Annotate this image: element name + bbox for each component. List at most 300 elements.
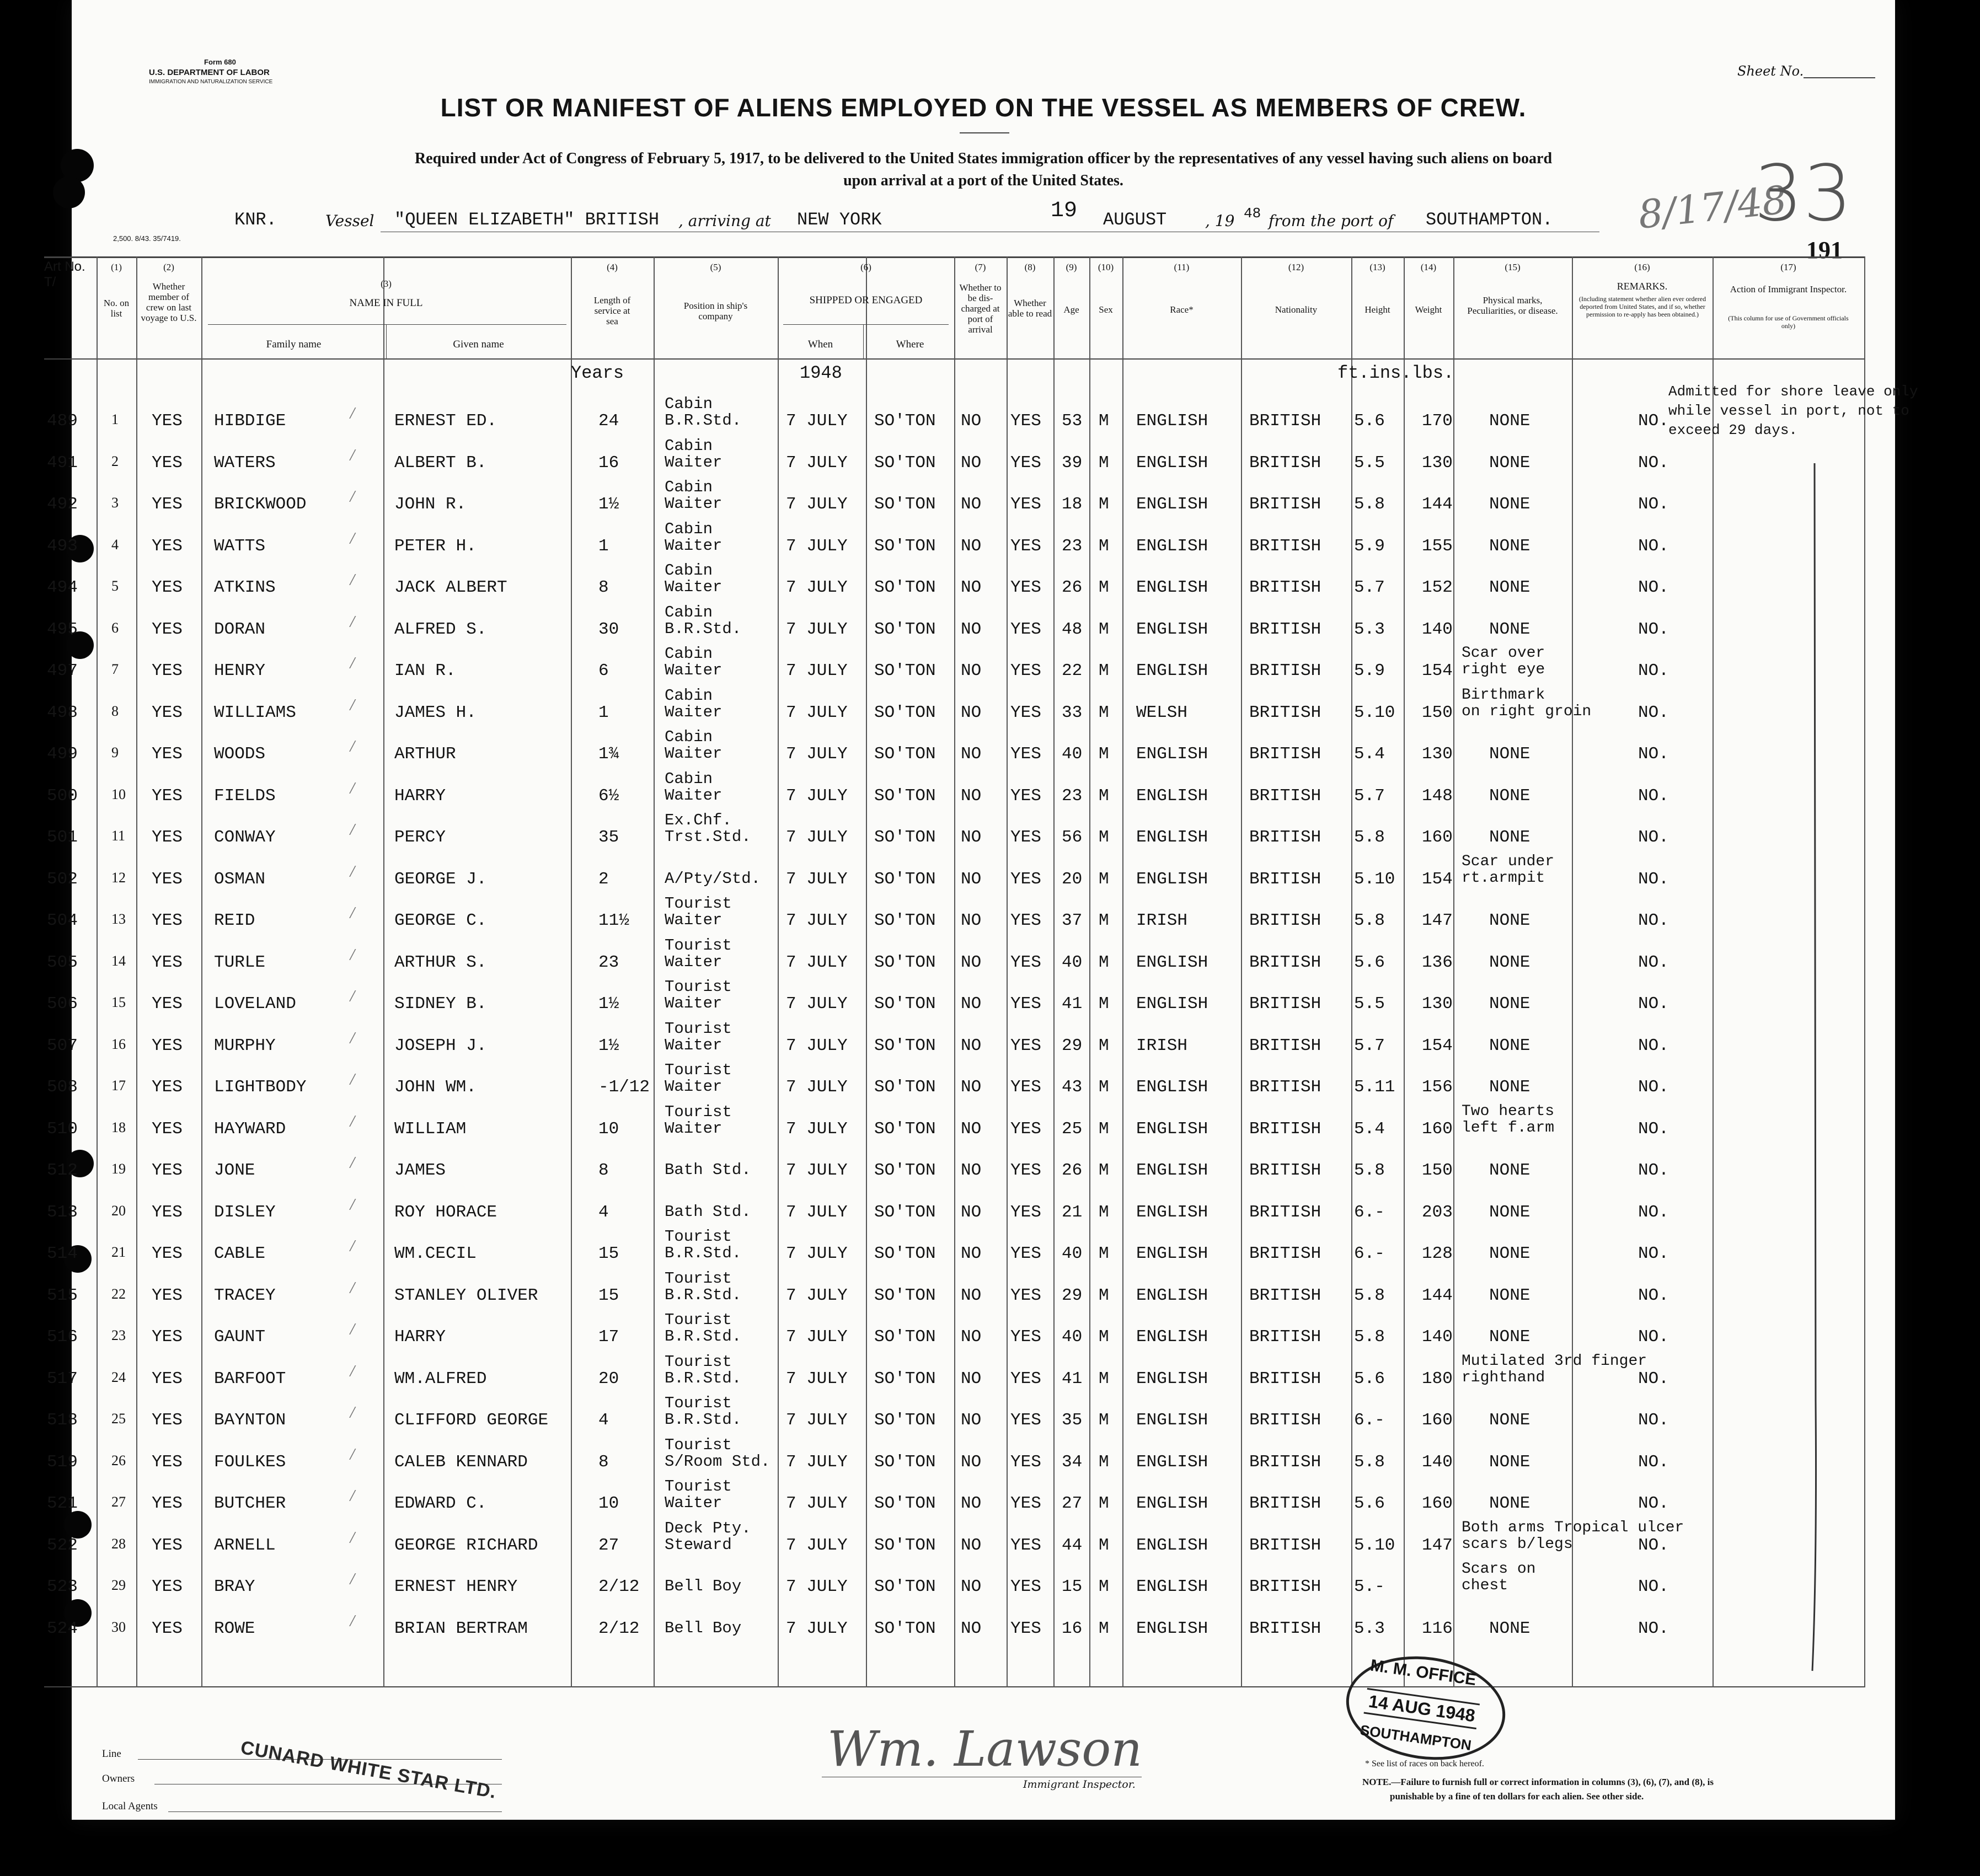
row-given: ERNEST HENRY	[394, 1577, 518, 1596]
row-nationality: BRITISH	[1249, 1369, 1321, 1389]
row-weight: 147	[1422, 911, 1453, 930]
row-read: YES	[1010, 1327, 1041, 1347]
row-position-line2: B.R.Std.	[665, 1327, 742, 1346]
from-label: from the port of	[1269, 212, 1394, 230]
row-remark: NO.	[1638, 578, 1669, 597]
row-art: 498	[47, 703, 78, 722]
row-height: 5.6	[1354, 952, 1385, 972]
row-family: LIGHTBODY	[214, 1078, 307, 1097]
header-c16: REMARKS.	[1617, 281, 1668, 292]
header-c13-num: (13)	[1369, 262, 1385, 272]
row-art: 522	[47, 1535, 78, 1555]
row-art: 524	[47, 1618, 78, 1638]
row-sex: M	[1099, 453, 1109, 473]
row-weight: 148	[1422, 786, 1453, 806]
header-c10-num: (10)	[1098, 262, 1114, 272]
subtitle-1: Required under Act of Congress of February 5, 1917, to be delivered to the United States immigration officer by the representatives of any vessel having such aliens on board	[414, 150, 1553, 167]
row-service: 1½	[598, 495, 619, 514]
row-marks-line1: Scars on	[1462, 1561, 1536, 1578]
header-c14: Weight	[1415, 304, 1442, 315]
row-weight: 150	[1422, 703, 1453, 722]
row-race: ENGLISH	[1136, 578, 1208, 597]
check-tick-icon: ⁄	[347, 904, 358, 924]
header-c2: Whether member of crew on last voyage to U.S.	[141, 281, 197, 323]
row-remark: NO.	[1638, 1285, 1669, 1305]
row-position-line2: Waiter	[665, 495, 723, 513]
row-race: ENGLISH	[1136, 661, 1208, 680]
row-read: YES	[1010, 495, 1041, 514]
row-discharged: NO	[961, 495, 982, 514]
row-weight: 128	[1422, 1244, 1453, 1263]
row-prev: YES	[152, 1369, 183, 1389]
row-position-line1: Cabin	[665, 686, 713, 705]
row-art: 521	[47, 1494, 78, 1513]
header-c17: Action of Immigrant Inspector.	[1730, 284, 1847, 294]
row-art: 492	[47, 495, 78, 514]
row-discharged: NO	[961, 619, 982, 639]
row-nationality: BRITISH	[1249, 578, 1321, 597]
row-when: 7 JULY	[786, 453, 848, 473]
row-age: 48	[1062, 619, 1083, 639]
sheet-no-line	[1804, 77, 1875, 78]
row-no: 4	[111, 536, 119, 553]
row-prev: YES	[152, 1036, 183, 1055]
row-family: FOULKES	[214, 1452, 286, 1472]
row-remark: NO.	[1638, 1078, 1669, 1097]
row-position-line1: Tourist	[665, 1394, 732, 1412]
row-prev: YES	[152, 869, 183, 889]
agents-label: Local Agents	[102, 1800, 158, 1812]
row-given: JACK ALBERT	[394, 578, 507, 597]
row-family: WOODS	[214, 744, 266, 764]
row-remark: NO.	[1638, 911, 1669, 930]
row-age: 40	[1062, 1327, 1083, 1347]
row-sex: M	[1099, 536, 1109, 556]
header-c1-num: (1)	[111, 262, 122, 272]
row-nationality: BRITISH	[1249, 536, 1321, 556]
row-family: JONE	[214, 1161, 255, 1180]
row-when: 7 JULY	[786, 1244, 848, 1263]
row-read: YES	[1010, 786, 1041, 806]
row-prev: YES	[152, 1119, 183, 1139]
row-service: 17	[598, 1327, 619, 1347]
year-suffix: 48	[1244, 205, 1261, 222]
row-art: 501	[47, 828, 78, 847]
row-position-line2: B.R.Std.	[665, 1244, 742, 1262]
row-no: 19	[111, 1161, 126, 1177]
row-where: SO'TON	[874, 661, 936, 680]
row-age: 29	[1062, 1036, 1083, 1055]
row-position-line2: Bell Boy	[665, 1577, 742, 1595]
row-where: SO'TON	[874, 911, 936, 930]
row-sex: M	[1099, 828, 1109, 847]
row-where: SO'TON	[874, 536, 936, 556]
row-read: YES	[1010, 952, 1041, 972]
unit-year: 1948	[800, 363, 842, 383]
row-height: 5.8	[1354, 1452, 1385, 1472]
row-position-line1: Cabin	[665, 769, 713, 788]
name-subrule	[208, 324, 566, 325]
row-prev: YES	[152, 828, 183, 847]
row-given: STANLEY OLIVER	[394, 1285, 538, 1305]
row-art: 494	[47, 578, 78, 597]
row-family: ATKINS	[214, 578, 276, 597]
row-height: 5.3	[1354, 619, 1385, 639]
row-discharged: NO	[961, 703, 982, 722]
row-sex: M	[1099, 1327, 1109, 1347]
row-nationality: BRITISH	[1249, 1119, 1321, 1139]
row-when: 7 JULY	[786, 536, 848, 556]
row-height: 5.11	[1354, 1078, 1395, 1097]
col-rule	[778, 256, 779, 1687]
header-c15: Physical marks, Peculiarities, or disease.	[1467, 295, 1558, 316]
from-port: SOUTHAMPTON.	[1426, 210, 1553, 230]
row-discharged: NO	[961, 952, 982, 972]
row-remark: NO.	[1638, 453, 1669, 473]
row-when: 7 JULY	[786, 1618, 848, 1638]
row-when: 7 JULY	[786, 1161, 848, 1180]
row-age: 33	[1062, 703, 1083, 722]
row-position-line1: Ex.Chf.	[665, 811, 732, 829]
unit-measures: ft.ins.lbs.	[1337, 363, 1454, 383]
row-given: ROY HORACE	[394, 1202, 497, 1222]
row-position-line1: Tourist	[665, 1061, 732, 1079]
row-race: ENGLISH	[1136, 619, 1208, 639]
row-art: 502	[47, 869, 78, 889]
row-sex: M	[1099, 1202, 1109, 1222]
row-no: 27	[111, 1494, 126, 1510]
row-when: 7 JULY	[786, 1577, 848, 1596]
row-when: 7 JULY	[786, 495, 848, 514]
col-rule	[1351, 256, 1352, 1687]
row-no: 16	[111, 1036, 126, 1052]
row-marks-line1: NONE	[1489, 1036, 1531, 1055]
row-height: 5.10	[1354, 703, 1395, 722]
row-read: YES	[1010, 1244, 1041, 1263]
row-discharged: NO	[961, 1494, 982, 1513]
check-tick-icon: ⁄	[347, 1237, 358, 1257]
col-rule	[1864, 256, 1865, 1687]
row-position-line2: Waiter	[665, 1036, 723, 1054]
row-when: 7 JULY	[786, 1369, 848, 1389]
row-where: SO'TON	[874, 578, 936, 597]
check-tick-icon: ⁄	[347, 488, 358, 507]
row-age: 40	[1062, 952, 1083, 972]
row-prev: YES	[152, 1285, 183, 1305]
inspector-signature: Wm. Lawson	[827, 1720, 1142, 1777]
row-height: 5.8	[1354, 1327, 1385, 1347]
row-family: WATERS	[214, 453, 276, 473]
row-height: 5.9	[1354, 661, 1385, 680]
row-height: 5.-	[1354, 1577, 1385, 1596]
row-read: YES	[1010, 828, 1041, 847]
header-c16-note: (Including statement whether alien ever ordered deported from United States, and if so, whether permission to re-apply has been obtained.)	[1578, 295, 1706, 318]
row-when: 7 JULY	[786, 952, 848, 972]
line-stamp: CUNARD WHITE STAR LTD.	[239, 1737, 499, 1803]
row-service: 2	[598, 869, 609, 889]
service: IMMIGRATION AND NATURALIZATION SERVICE	[149, 79, 273, 85]
col-rule	[97, 256, 98, 1687]
row-art: 491	[47, 453, 78, 473]
row-family: BRAY	[214, 1577, 255, 1596]
row-race: ENGLISH	[1136, 495, 1208, 514]
row-given: JOHN WM.	[394, 1078, 477, 1097]
row-position-line2: Waiter	[665, 536, 723, 555]
row-race: IRISH	[1136, 911, 1188, 930]
page-title: LIST OR MANIFEST OF ALIENS EMPLOYED ON THE VESSEL AS MEMBERS OF CREW.	[440, 93, 1527, 122]
row-sex: M	[1099, 1161, 1109, 1180]
row-given: IAN R.	[394, 661, 456, 680]
row-family: ROWE	[214, 1618, 255, 1638]
row-age: 34	[1062, 1452, 1083, 1472]
row-discharged: NO	[961, 828, 982, 847]
row-position-line1: Cabin	[665, 728, 713, 746]
row-given: JAMES	[394, 1161, 446, 1180]
row-when: 7 JULY	[786, 994, 848, 1014]
header-c3: NAME IN FULL	[349, 297, 423, 309]
row-given: JAMES H.	[394, 703, 477, 722]
row-given: CLIFFORD GEORGE	[394, 1411, 549, 1430]
row-prev: YES	[152, 495, 183, 514]
header-c2-num: (2)	[163, 262, 174, 272]
row-art: 505	[47, 952, 78, 972]
row-weight: 152	[1422, 578, 1453, 597]
row-sex: M	[1099, 1119, 1109, 1139]
header-c15-num: (15)	[1505, 262, 1521, 272]
row-family: CABLE	[214, 1244, 266, 1263]
row-service: 15	[598, 1244, 619, 1263]
row-race: ENGLISH	[1136, 1369, 1208, 1389]
header-c8: Whether able to read	[1008, 298, 1052, 319]
row-marks-line1: NONE	[1489, 1494, 1531, 1513]
row-weight: 203	[1422, 1202, 1453, 1222]
remarks-note-1: Admitted for shore leave only	[1668, 383, 1918, 400]
row-family: DISLEY	[214, 1202, 276, 1222]
row-art: 510	[47, 1119, 78, 1139]
row-marks-line1: NONE	[1489, 828, 1531, 847]
check-tick-icon: ⁄	[347, 613, 358, 633]
row-family: BRICKWOOD	[214, 495, 307, 514]
row-race: ENGLISH	[1136, 1202, 1208, 1222]
header-c5: Position in ship's company	[683, 301, 748, 321]
row-prev: YES	[152, 1327, 183, 1347]
row-height: 5.10	[1354, 869, 1395, 889]
row-race: ENGLISH	[1136, 1285, 1208, 1305]
col-rule	[954, 256, 955, 1687]
col-rule	[1053, 256, 1055, 1687]
row-weight: 170	[1422, 411, 1453, 431]
year-prefix: , 19	[1205, 212, 1235, 230]
check-tick-icon: ⁄	[347, 571, 358, 591]
row-sex: M	[1099, 911, 1109, 930]
row-given: ERNEST ED.	[394, 411, 497, 431]
row-sex: M	[1099, 869, 1109, 889]
header-c5-num: (5)	[710, 262, 721, 272]
row-where: SO'TON	[874, 1369, 936, 1389]
row-no: 25	[111, 1411, 126, 1427]
check-tick-icon: ⁄	[347, 1279, 358, 1299]
row-art: 523	[47, 1577, 78, 1596]
row-race: ENGLISH	[1136, 536, 1208, 556]
row-art: 514	[47, 1244, 78, 1263]
row-age: 20	[1062, 869, 1083, 889]
row-where: SO'TON	[874, 619, 936, 639]
line-label: Line	[102, 1748, 121, 1760]
row-height: 5.8	[1354, 1161, 1385, 1180]
row-given: HARRY	[394, 786, 446, 806]
row-nationality: BRITISH	[1249, 1494, 1321, 1513]
row-art: 519	[47, 1452, 78, 1472]
row-age: 41	[1062, 994, 1083, 1014]
row-when: 7 JULY	[786, 578, 848, 597]
row-weight: 154	[1422, 869, 1453, 889]
row-read: YES	[1010, 578, 1041, 597]
row-family: GAUNT	[214, 1327, 266, 1347]
row-where: SO'TON	[874, 1327, 936, 1347]
row-sex: M	[1099, 1078, 1109, 1097]
row-remark: NO.	[1638, 495, 1669, 514]
row-discharged: NO	[961, 1202, 982, 1222]
row-age: 39	[1062, 453, 1083, 473]
row-prev: YES	[152, 744, 183, 764]
row-weight: 140	[1422, 1452, 1453, 1472]
row-remark: NO.	[1638, 1411, 1669, 1430]
row-weight: 130	[1422, 453, 1453, 473]
check-tick-icon: ⁄	[347, 988, 358, 1007]
row-position-line2: Bath Std.	[665, 1202, 751, 1221]
row-remark: NO.	[1638, 1202, 1669, 1222]
inspector-label: Immigrant Inspector.	[1023, 1778, 1136, 1791]
row-sex: M	[1099, 1285, 1109, 1305]
row-service: 8	[598, 578, 609, 597]
row-race: ENGLISH	[1136, 828, 1208, 847]
header-c3-num: (3)	[381, 278, 392, 289]
row-height: 5.7	[1354, 1036, 1385, 1055]
row-when: 7 JULY	[786, 869, 848, 889]
row-read: YES	[1010, 536, 1041, 556]
row-family: HIBDIGE	[214, 411, 286, 431]
row-when: 7 JULY	[786, 661, 848, 680]
row-sex: M	[1099, 1618, 1109, 1638]
row-marks-line1: NONE	[1489, 411, 1531, 431]
check-tick-icon: ⁄	[347, 696, 358, 716]
row-discharged: NO	[961, 1285, 982, 1305]
row-nationality: BRITISH	[1249, 1535, 1321, 1555]
row-height: 5.8	[1354, 1285, 1385, 1305]
row-weight: 130	[1422, 994, 1453, 1014]
row-no: 24	[111, 1369, 126, 1385]
row-service: 16	[598, 453, 619, 473]
row-no: 2	[111, 453, 119, 469]
row-no: 17	[111, 1078, 126, 1094]
row-where: SO'TON	[874, 1452, 936, 1472]
row-position-line1: Tourist	[665, 1352, 732, 1371]
row-read: YES	[1010, 994, 1041, 1014]
row-nationality: BRITISH	[1249, 1327, 1321, 1347]
row-discharged: NO	[961, 1119, 982, 1139]
row-discharged: NO	[961, 1411, 982, 1430]
check-tick-icon: ⁄	[347, 1571, 358, 1590]
row-service: 1	[598, 703, 609, 722]
row-prev: YES	[152, 1161, 183, 1180]
row-when: 7 JULY	[786, 1202, 848, 1222]
row-art: 504	[47, 911, 78, 930]
row-art: 489	[47, 411, 78, 431]
row-nationality: BRITISH	[1249, 1161, 1321, 1180]
row-position-line2: Waiter	[665, 1494, 723, 1512]
row-read: YES	[1010, 703, 1041, 722]
row-family: OSMAN	[214, 869, 266, 889]
row-height: 5.9	[1354, 536, 1385, 556]
row-race: ENGLISH	[1136, 453, 1208, 473]
col-rule	[571, 256, 572, 1687]
row-sex: M	[1099, 578, 1109, 597]
row-family: TRACEY	[214, 1285, 276, 1305]
row-when: 7 JULY	[786, 1119, 848, 1139]
row-remark: NO.	[1638, 411, 1669, 431]
row-no: 7	[111, 661, 119, 677]
row-weight: 140	[1422, 1327, 1453, 1347]
row-family: CONWAY	[214, 828, 276, 847]
row-marks-line1: Scar under	[1462, 853, 1555, 870]
row-where: SO'TON	[874, 1494, 936, 1513]
row-where: SO'TON	[874, 952, 936, 972]
row-prev: YES	[152, 1078, 183, 1097]
row-race: ENGLISH	[1136, 1618, 1208, 1638]
row-service: 6	[598, 661, 609, 680]
row-art: 495	[47, 619, 78, 639]
remarks-note-3: exceed 29 days.	[1668, 422, 1798, 438]
row-remark: NO.	[1638, 828, 1669, 847]
col-rule	[1404, 256, 1405, 1687]
row-art: 517	[47, 1369, 78, 1389]
row-age: 22	[1062, 661, 1083, 680]
row-service: 1½	[598, 1036, 619, 1055]
row-prev: YES	[152, 1452, 183, 1472]
row-where: SO'TON	[874, 1078, 936, 1097]
row-where: SO'TON	[874, 1577, 936, 1596]
row-discharged: NO	[961, 1244, 982, 1263]
row-read: YES	[1010, 1618, 1041, 1638]
row-weight: 144	[1422, 1285, 1453, 1305]
row-where: SO'TON	[874, 1411, 936, 1430]
row-height: 5.8	[1354, 911, 1385, 930]
row-service: 11½	[598, 911, 629, 930]
stamp-bottom: SOUTHAMPTON	[1359, 1722, 1473, 1754]
row-position-line2: B.R.Std.	[665, 1411, 742, 1429]
row-nationality: BRITISH	[1249, 495, 1321, 514]
check-tick-icon: ⁄	[347, 1196, 358, 1215]
row-weight: 147	[1422, 1535, 1453, 1555]
col-rule	[1572, 256, 1573, 1687]
arriving-label: , arriving at	[678, 212, 771, 230]
unit-years: Years	[571, 363, 624, 383]
row-service: 30	[598, 619, 619, 639]
row-discharged: NO	[961, 1161, 982, 1180]
row-marks-line1: Mutilated 3rd finger	[1462, 1352, 1647, 1370]
row-prev: YES	[152, 1618, 183, 1638]
row-age: 21	[1062, 1202, 1083, 1222]
row-prev: YES	[152, 786, 183, 806]
row-weight: 155	[1422, 536, 1453, 556]
stamp-date: 14 AUG 1948	[1364, 1688, 1480, 1729]
row-service: 15	[598, 1285, 619, 1305]
row-remark: NO.	[1638, 1618, 1669, 1638]
row-where: SO'TON	[874, 994, 936, 1014]
row-family: FIELDS	[214, 786, 276, 806]
row-sex: M	[1099, 1494, 1109, 1513]
row-sex: M	[1099, 1369, 1109, 1389]
